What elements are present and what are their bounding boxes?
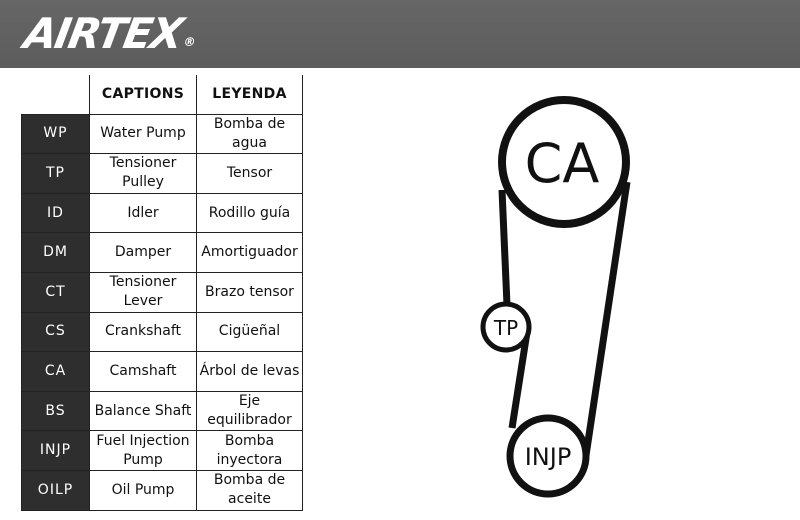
table-row <box>22 233 303 273</box>
leyenda-cell: Bomba inyectora <box>197 431 303 471</box>
code-cell: WP <box>22 114 90 154</box>
legend-table <box>21 75 303 511</box>
caption-cell: Camshaft <box>90 352 197 392</box>
code-cell: CT <box>22 272 90 312</box>
code-cell: TP <box>22 154 90 194</box>
table-row <box>22 470 303 510</box>
caption-cell: Fuel Injection Pump <box>90 431 197 471</box>
caption-cell: Balance Shaft <box>90 391 197 431</box>
code-cell: DM <box>22 233 90 273</box>
caption-cell: Idler <box>90 193 197 233</box>
header-blank-cell <box>22 75 90 114</box>
table-row <box>22 312 303 352</box>
leyenda-cell: Rodillo guía <box>197 193 303 233</box>
caption-cell: Crankshaft <box>90 312 197 352</box>
airtex-logo <box>18 4 200 72</box>
code-cell: OILP <box>22 470 90 510</box>
header-bar <box>0 0 800 68</box>
caption-cell: Damper <box>90 233 197 273</box>
caption-cell: Tensioner Lever <box>90 272 197 312</box>
table-row <box>22 352 303 392</box>
leyenda-header: LEYENDA <box>197 75 303 114</box>
code-cell: CA <box>22 352 90 392</box>
leyenda-cell: Tensor <box>197 154 303 194</box>
leyenda-cell: Árbol de levas <box>197 352 303 392</box>
code-cell: CS <box>22 312 90 352</box>
caption-cell: Tensioner Pulley <box>90 154 197 194</box>
table-row <box>22 154 303 194</box>
registered-mark: ® <box>182 35 195 49</box>
pulley-label-tp: TP <box>493 316 519 340</box>
code-cell: BS <box>22 391 90 431</box>
leyenda-cell: Bomba de agua <box>197 114 303 154</box>
caption-cell: Oil Pump <box>90 470 197 510</box>
code-cell: ID <box>22 193 90 233</box>
brand-name: AIRTEX <box>20 9 186 58</box>
table-row <box>22 193 303 233</box>
leyenda-cell: Eje equilibrador <box>197 391 303 431</box>
table-row <box>22 431 303 471</box>
table-row <box>22 391 303 431</box>
captions-header: CAPTIONS <box>90 75 197 114</box>
table-header-row <box>22 75 303 114</box>
table-row <box>22 272 303 312</box>
leyenda-cell: Brazo tensor <box>197 272 303 312</box>
pulley-label-injp: INJP <box>524 443 572 471</box>
legend-body <box>22 114 303 510</box>
leyenda-cell: Cigüeñal <box>197 312 303 352</box>
belt-right-run <box>585 182 627 462</box>
code-cell: INJP <box>22 431 90 471</box>
timing-belt-diagram <box>470 90 670 510</box>
pulley-label-ca: CA <box>524 132 600 195</box>
leyenda-cell: Bomba de aceite <box>197 470 303 510</box>
table-row <box>22 114 303 154</box>
caption-cell: Water Pump <box>90 114 197 154</box>
leyenda-cell: Amortiguador <box>197 233 303 273</box>
